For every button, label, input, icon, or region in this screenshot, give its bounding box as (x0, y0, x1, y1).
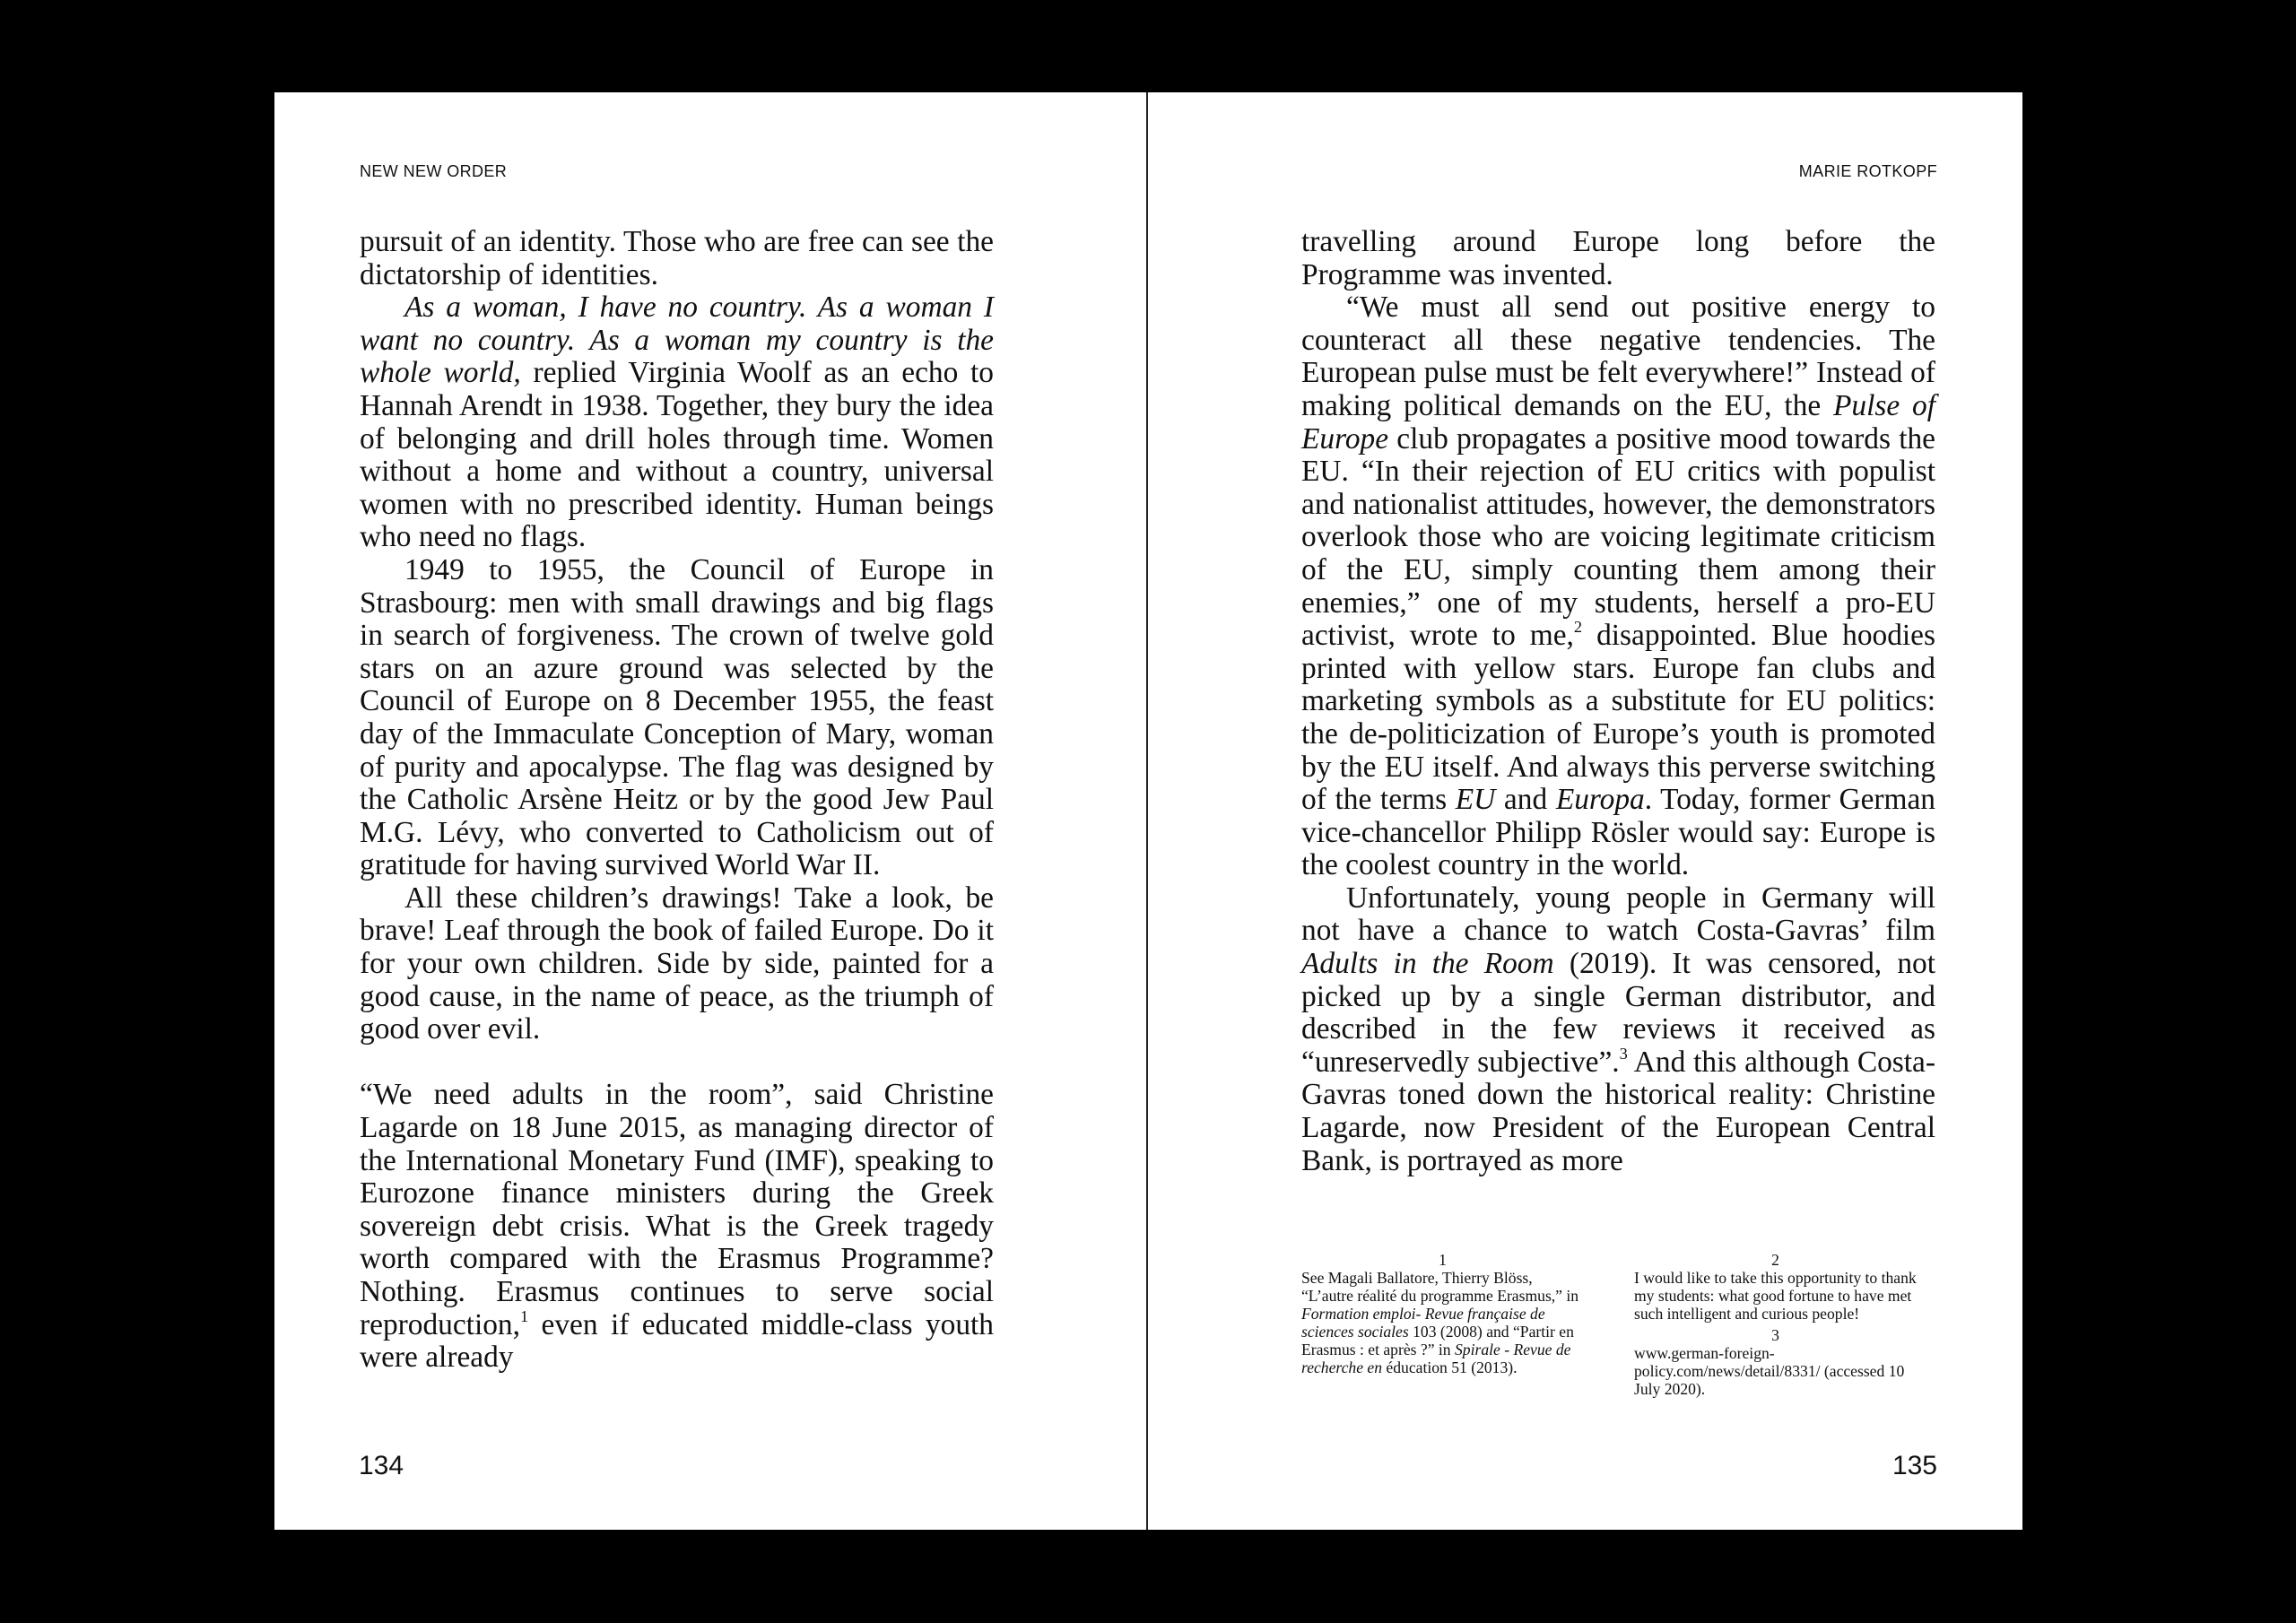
text-run: travelling around Europe long before the Programme was invented. (1301, 225, 1935, 291)
text-run: (2019). It was censored, not picked up by a single German distributor, and described in the few reviews it received as “unreservedly subjective”. (1301, 947, 1936, 1079)
page-number-left: 134 (359, 1451, 404, 1480)
text-run: disappointed. Blue hoodies printed with yellow stars. Europe fan clubs and marketing symbols as a substitute for EU politics: the de-politicization of Europe’s youth is promoted by the EU itself. And always this perverse switching of the terms (1301, 619, 1935, 817)
italic-text: Spirale - Revue de recherche en (1301, 1341, 1571, 1376)
text-run: 1949 to 1955, the Council of Europe in Strasbourg: men with small drawings and big flags in search of forgiveness. The crown of twelve gold stars on an azure ground was selected by the Council of Europe on 8 December 1955, the feast day of the Immaculate Conception of Mary, woman of purity and apocalypse. The flag was designed by the Catholic Arsène Heitz or by the good Jew Paul M.G. Lévy, who converted to Catholicism out of gratitude for having survived World War II. (360, 552, 994, 882)
text-run: replied Virginia Woolf as an echo to Hannah Arendt in 1938. Together, they bury the idea of belonging and drill holes through time. Women without a home and without a country, universal women with no prescribed identity. Human beings who need no flags. (360, 356, 995, 554)
right-body-text (1301, 226, 1935, 1177)
footnote-reference[interactable]: 1 (519, 1306, 529, 1325)
footnote (1634, 1326, 1917, 1398)
paragraph (360, 291, 994, 554)
italic-text: Adults in the Room (1301, 947, 1554, 981)
text-run: “We need adults in the room”, said Christine Lagarde on 18 June 2015, as managing director of the International Monetary Fund (IMF), speaking to Eurozone finance ministers during the Greek sovereign debt crisis. What is the Greek tragedy worth compared with the Erasmus Programme? Nothing. Erasmus continues to serve social reproduction, (360, 1078, 994, 1341)
italic-text: EU (1455, 783, 1496, 817)
footnote-reference[interactable]: 3 (1619, 1045, 1628, 1063)
footnote-column (1301, 1251, 1584, 1376)
paragraph (360, 1079, 994, 1374)
running-head-right: MARIE ROTKOPF (1798, 162, 1937, 180)
paragraph (360, 226, 994, 291)
paragraph (360, 882, 994, 1046)
text-run: See Magali Ballatore, Thierry Blöss, “L’autre réalité du programme Erasmus,” in (1301, 1269, 1579, 1305)
text-run: 103 (2008) and “Partir en Erasmus : et après ?” in (1301, 1323, 1574, 1358)
footnote-number: 2 (1771, 1251, 1779, 1269)
running-head-left: NEW NEW ORDER (360, 162, 508, 180)
italic-text: Pulse of Europe (1301, 388, 1935, 456)
text-run: pursuit of an identity. Those who are free can see the dictatorship of identities. (360, 225, 994, 291)
paragraph (1301, 291, 1935, 882)
text-run: . Today, former German vice-chancellor Philipp Rösler would say: Europe is the coolest country in the world. (1301, 783, 1935, 882)
footnote (1301, 1251, 1584, 1376)
italic-text: As a woman, I have no country. As a woman I want no country. As a woman my country is the whole world, (360, 291, 994, 390)
footnote-number: 3 (1771, 1326, 1779, 1344)
text-run: and (1495, 783, 1556, 817)
right-page (1148, 92, 2022, 1530)
footnote-number: 1 (1439, 1251, 1447, 1269)
left-page (274, 92, 1146, 1530)
footnote-column (1634, 1251, 1917, 1398)
left-body-text (360, 226, 994, 1375)
footnote-text (1634, 1269, 1917, 1323)
text-run: www.german-foreign-policy.com/news/detail/8331/ (accessed 10 July 2020). (1634, 1344, 1905, 1398)
text-run: All these children’s drawings! Take a look, be brave! Leaf through the book of failed Europe. Do it for your own children. Side by side, painted for a good cause, in the name of peace, as the triumph of good over evil. (360, 881, 994, 1046)
italic-text: Europa (1555, 783, 1645, 817)
italic-text: Formation emploi- Revue française de sciences sociales (1301, 1305, 1545, 1341)
text-run: I would like to take this opportunity to thank my students: what good fortune to have met such intelligent and curious people! (1634, 1269, 1917, 1323)
text-run: “We must all send out positive energy to counteract all these negative tendencies. The European pulse must be felt everywhere!” Instead of making political demands on the EU, the (1301, 291, 1935, 422)
footnote-text (1634, 1344, 1917, 1398)
text-run: And this although Costa-Gavras toned down the historical reality: Christine Lagarde, now President of the European Central Bank, is portrayed as more (1301, 1045, 1935, 1177)
text-run: even if educated middle-class youth were already (360, 1307, 994, 1375)
text-run: éducation 51 (2013). (1382, 1358, 1518, 1376)
footnote-reference[interactable]: 2 (1573, 618, 1583, 637)
text-run: Unfortunately, young people in Germany will not have a chance to watch Costa-Gavras’ film (1301, 881, 1935, 948)
footnote (1634, 1251, 1917, 1323)
paragraph (360, 554, 994, 882)
paragraph (1301, 226, 1935, 291)
paragraph (1301, 882, 1935, 1177)
page-number-right: 135 (1892, 1451, 1937, 1480)
footnote-text (1301, 1269, 1584, 1376)
text-run: club propagates a positive mood towards the EU. “In their rejection of EU critics with populist and nationalist attitudes, however, the demonstrators overlook those who are voicing legitimate criticism of the EU, simply counting them among their enemies,” one of my students, herself a pro-EU activist, wrote to me, (1301, 421, 1935, 653)
